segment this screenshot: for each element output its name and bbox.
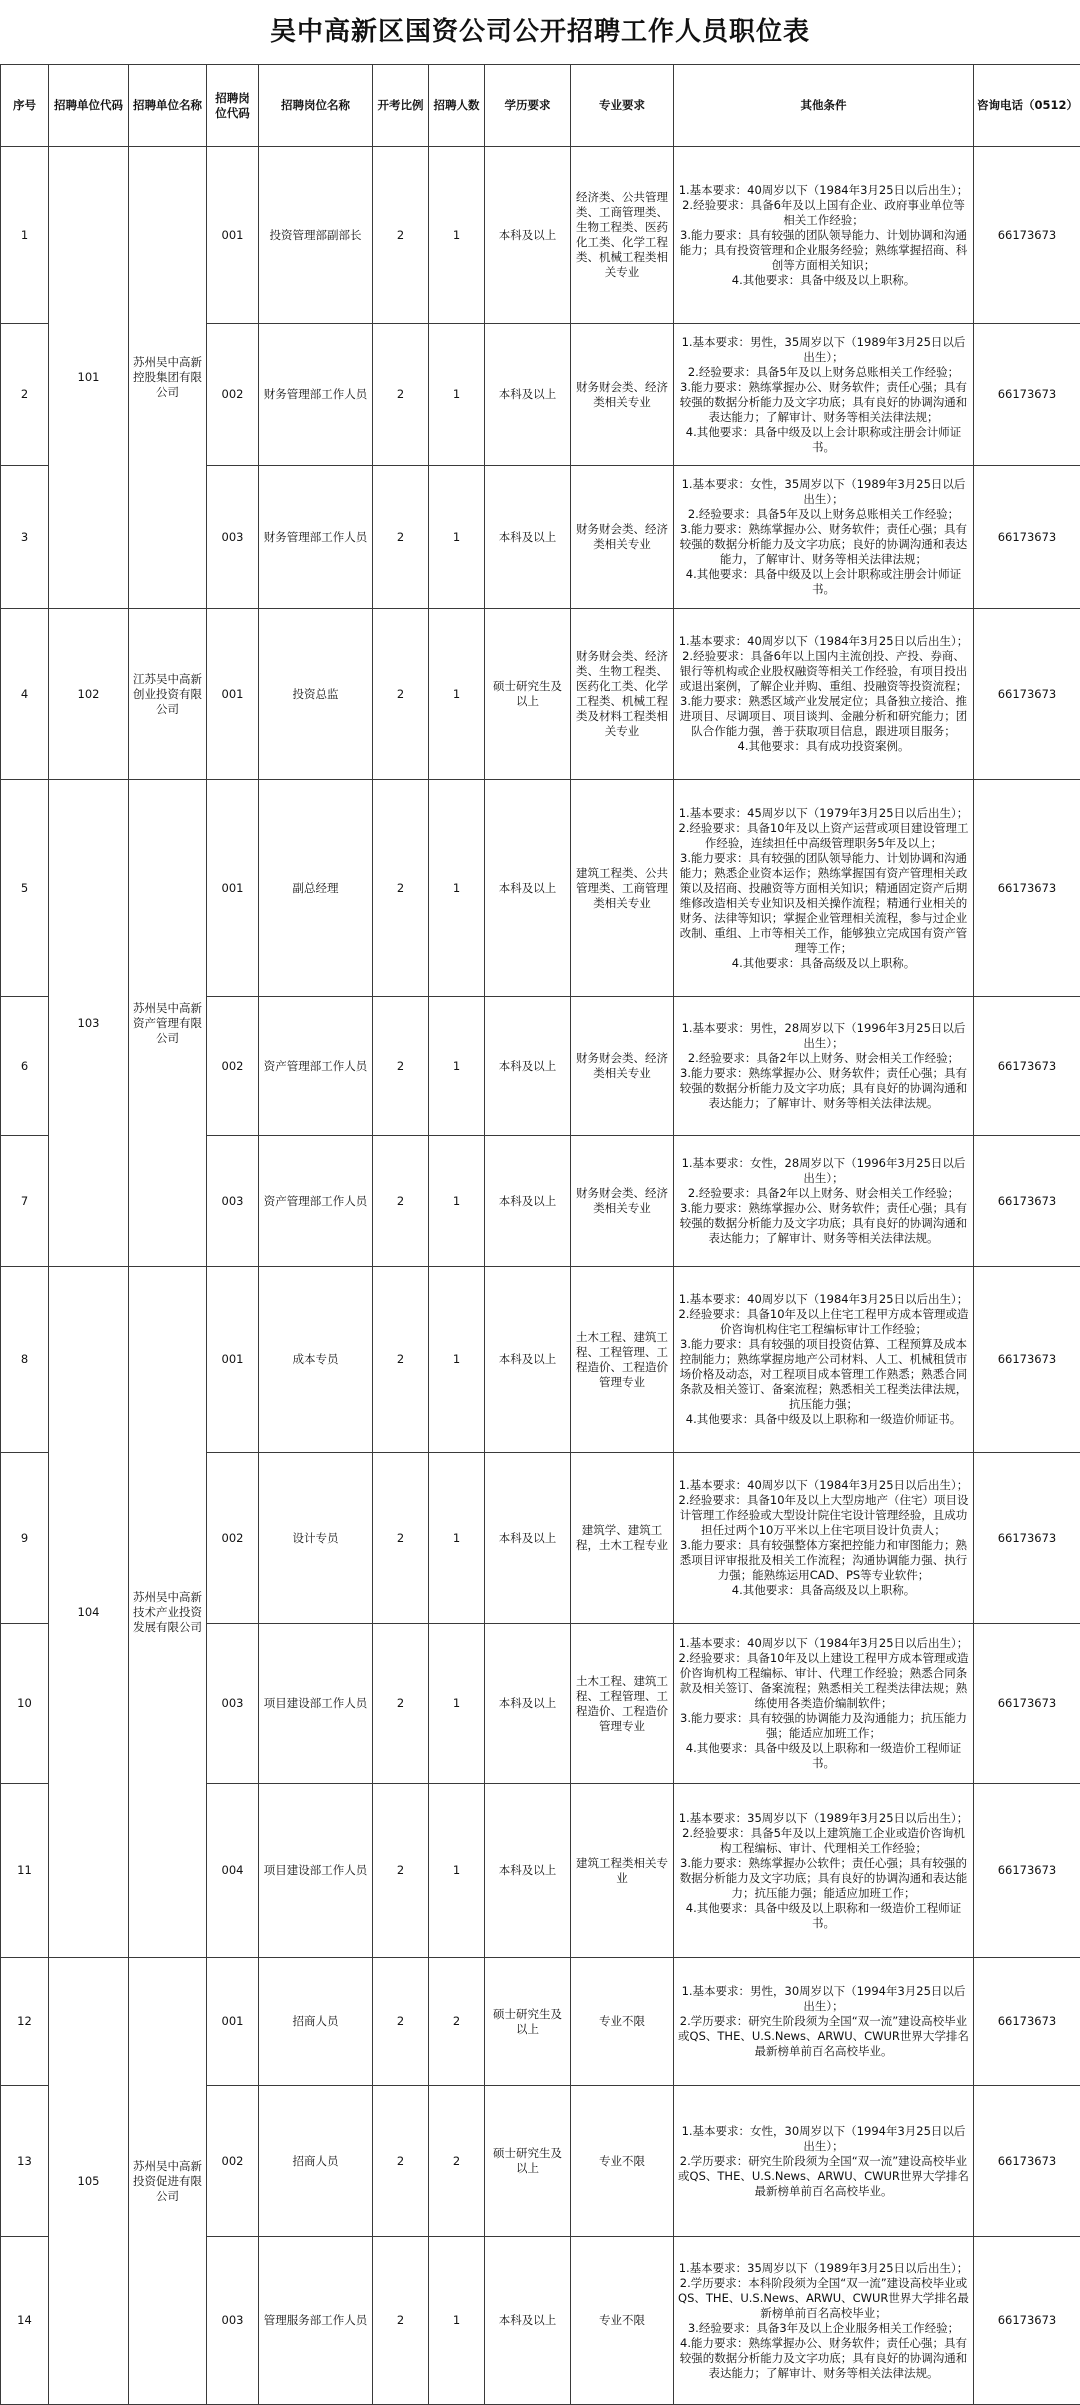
header-row bbox=[1, 65, 1080, 147]
cell-ratio: 2 bbox=[373, 997, 429, 1136]
cell-post-code: 001 bbox=[207, 147, 259, 324]
cell-phone: 66173673 bbox=[974, 609, 1080, 780]
header-major: 专业要求 bbox=[571, 65, 674, 147]
table-row bbox=[1, 1958, 1080, 2086]
cell-ratio: 2 bbox=[373, 1624, 429, 1784]
cell-phone: 66173673 bbox=[974, 324, 1080, 466]
cell-count: 1 bbox=[429, 324, 485, 466]
table-row bbox=[1, 147, 1080, 324]
cell-unit-code: 102 bbox=[49, 609, 129, 780]
cell-major: 专业不限 bbox=[571, 2237, 674, 2405]
cell-major: 财务财会类、经济类相关专业 bbox=[571, 997, 674, 1136]
cell-major: 建筑工程类、公共管理类、工商管理类相关专业 bbox=[571, 780, 674, 997]
header-unit-name: 招聘单位名称 bbox=[129, 65, 207, 147]
cell-no: 11 bbox=[1, 1784, 49, 1958]
cell-edu: 本科及以上 bbox=[485, 1624, 571, 1784]
cell-phone: 66173673 bbox=[974, 1784, 1080, 1958]
cell-phone: 66173673 bbox=[974, 1136, 1080, 1267]
cell-unit-name: 江苏吴中高新创业投资有限公司 bbox=[129, 609, 207, 780]
cell-no: 3 bbox=[1, 466, 49, 609]
cell-conditions: 1.基本要求：40周岁以下（1984年3月25日以后出生）； 2.经验要求：具备6年以上国内主流创投、产投、券商、银行等机构或企业股权融资等相关工作经验，有项目投出或退出案例，了解企业并购、重组、投融资等投资流程； 3.能力要求：熟悉区域产业发展定位；具备独立接洽、推进项目、尽调项目、项目谈判、金融分析和研究能力；团队合作能力强，善于获取项目信息，跟进项目服务； 4.其他要求：具有成功投资案例。 bbox=[674, 609, 974, 780]
cell-phone: 66173673 bbox=[974, 1267, 1080, 1453]
cell-ratio: 2 bbox=[373, 1453, 429, 1624]
cell-conditions: 1.基本要求：35周岁以下（1989年3月25日以后出生）； 2.学历要求：本科阶段须为全国“双一流”建设高校毕业或QS、THE、U.S.News、ARWU、CWUR世界大学排名最新榜单前百名高校毕业； 3.经验要求：具备3年及以上企业服务相关工作经验； 4.能力要求：熟练掌握办公、财务软件；责任心强；具有较强的数据分析能力及文字功底；具有良好的协调沟通和表达能力；了解审计、财务等相关法律法规。 bbox=[674, 2237, 974, 2405]
cell-count: 2 bbox=[429, 1958, 485, 2086]
cell-major: 专业不限 bbox=[571, 1958, 674, 2086]
cell-count: 1 bbox=[429, 1453, 485, 1624]
cell-conditions: 1.基本要求：45周岁以下（1979年3月25日以后出生）； 2.经验要求：具备10年及以上资产运营或项目建设管理工作经验，连续担任中高级管理职务5年及以上； 3.能力要求：具有较强的团队领导能力、计划协调和沟通能力；熟悉企业资本运作；熟练掌握国有资产管理相关政策以及招商、投融资等方面相关知识；精通固定资产后期维修改造相关专业知识及相关操作流程；精通行业相关的财务、法律等知识；掌握企业管理相关流程，参与过企业改制、重组、上市等相关工作，能够独立完成国有资产管理等工作； 4.其他要求：具备高级及以上职称。 bbox=[674, 780, 974, 997]
cell-count: 1 bbox=[429, 2237, 485, 2405]
cell-conditions: 1.基本要求：40周岁以下（1984年3月25日以后出生）； 2.经验要求：具备10年及以上住宅工程甲方成本管理或造价咨询机构住宅工程编标审计工作经验； 3.能力要求：具有较强的项目投资估算、工程预算及成本控制能力；熟练掌握房地产公司材料、人工、机械租赁市场价格及动态，对工程项目成本管理工作熟悉；熟悉合同条款及相关签订、备案流程；熟悉相关工程类法律法规，抗压能力强； 4.其他要求：具备中级及以上职称和一级造价师证书。 bbox=[674, 1267, 974, 1453]
cell-post-code: 002 bbox=[207, 1453, 259, 1624]
cell-count: 1 bbox=[429, 780, 485, 997]
cell-post-code: 002 bbox=[207, 997, 259, 1136]
cell-major: 财务财会类、经济类相关专业 bbox=[571, 324, 674, 466]
cell-phone: 66173673 bbox=[974, 147, 1080, 324]
cell-post-code: 004 bbox=[207, 1784, 259, 1958]
cell-count: 2 bbox=[429, 2086, 485, 2237]
cell-unit-name: 苏州吴中高新投资促进有限公司 bbox=[129, 1958, 207, 2405]
cell-count: 1 bbox=[429, 466, 485, 609]
cell-post-code: 001 bbox=[207, 780, 259, 997]
cell-major: 土木工程、建筑工程、工程管理、工程造价、工程造价管理专业 bbox=[571, 1267, 674, 1453]
cell-no: 7 bbox=[1, 1136, 49, 1267]
cell-unit-code: 103 bbox=[49, 780, 129, 1267]
header-post-name: 招聘岗位名称 bbox=[259, 65, 373, 147]
cell-conditions: 1.基本要求：40周岁以下（1984年3月25日以后出生）； 2.经验要求：具备10年及以上大型房地产（住宅）项目设计管理工作经验或大型设计院住宅设计管理经验，且成功担任过两个10万平米以上住宅项目设计负责人； 3.能力要求：具有较强整体方案把控能力和审图能力；熟悉项目评审报批及相关工作流程；沟通协调能力强、执行力强；能熟练运用CAD、PS等专业软件； 4.其他要求：具备高级及以上职称。 bbox=[674, 1453, 974, 1624]
cell-no: 14 bbox=[1, 2237, 49, 2405]
cell-post-name: 项目建设部工作人员 bbox=[259, 1624, 373, 1784]
cell-count: 1 bbox=[429, 609, 485, 780]
cell-phone: 66173673 bbox=[974, 466, 1080, 609]
cell-edu: 本科及以上 bbox=[485, 997, 571, 1136]
cell-ratio: 2 bbox=[373, 324, 429, 466]
cell-major: 建筑学、建筑工程，土木工程专业 bbox=[571, 1453, 674, 1624]
cell-unit-code: 104 bbox=[49, 1267, 129, 1958]
cell-edu: 本科及以上 bbox=[485, 1453, 571, 1624]
cell-phone: 66173673 bbox=[974, 780, 1080, 997]
cell-no: 5 bbox=[1, 780, 49, 997]
cell-ratio: 2 bbox=[373, 466, 429, 609]
cell-post-code: 003 bbox=[207, 1624, 259, 1784]
table-row bbox=[1, 1267, 1080, 1453]
cell-post-name: 财务管理部工作人员 bbox=[259, 324, 373, 466]
header-phone: 咨询电话（0512） bbox=[974, 65, 1080, 147]
cell-major: 专业不限 bbox=[571, 2086, 674, 2237]
cell-post-code: 003 bbox=[207, 466, 259, 609]
cell-post-code: 003 bbox=[207, 2237, 259, 2405]
cell-ratio: 2 bbox=[373, 2086, 429, 2237]
header-conditions: 其他条件 bbox=[674, 65, 974, 147]
header-edu: 学历要求 bbox=[485, 65, 571, 147]
cell-major: 土木工程、建筑工程、工程管理、工程造价、工程造价管理专业 bbox=[571, 1624, 674, 1784]
cell-post-name: 招商人员 bbox=[259, 2086, 373, 2237]
cell-phone: 66173673 bbox=[974, 1958, 1080, 2086]
cell-unit-name: 苏州吴中高新资产管理有限公司 bbox=[129, 780, 207, 1267]
cell-conditions: 1.基本要求：女性，30周岁以下（1994年3月25日以后出生）； 2.学历要求：研究生阶段须为全国“双一流”建设高校毕业或QS、THE、U.S.News、ARWU、CWUR世界大学排名最新榜单前百名高校毕业。 bbox=[674, 2086, 974, 2237]
cell-conditions: 1.基本要求：40周岁以下（1984年3月25日以后出生）； 2.经验要求：具备10年及以上建设工程甲方成本管理或造价咨询机构工程编标、审计、代理工作经验；熟悉合同条款及相关签订、备案流程；熟悉相关工程类法律法规；熟练使用各类造价编制软件； 3.能力要求：具有较强的协调能力及沟通能力；抗压能力强；能适应加班工作； 4.其他要求：具备中级及以上职称和一级造价工程师证书。 bbox=[674, 1624, 974, 1784]
cell-post-name: 项目建设部工作人员 bbox=[259, 1784, 373, 1958]
cell-conditions: 1.基本要求：男性，30周岁以下（1994年3月25日以后出生）； 2.学历要求：研究生阶段须为全国“双一流”建设高校毕业或QS、THE、U.S.News、ARWU、CWUR世界大学排名最新榜单前百名高校毕业。 bbox=[674, 1958, 974, 2086]
cell-post-name: 管理服务部工作人员 bbox=[259, 2237, 373, 2405]
cell-post-code: 003 bbox=[207, 1136, 259, 1267]
cell-major: 财务财会类、经济类相关专业 bbox=[571, 466, 674, 609]
cell-no: 12 bbox=[1, 1958, 49, 2086]
cell-edu: 本科及以上 bbox=[485, 147, 571, 324]
header-post-code: 招聘岗位代码 bbox=[207, 65, 259, 147]
cell-unit-name: 苏州吴中高新控股集团有限公司 bbox=[129, 147, 207, 609]
cell-edu: 本科及以上 bbox=[485, 1136, 571, 1267]
job-table bbox=[0, 64, 1080, 2405]
header-count: 招聘人数 bbox=[429, 65, 485, 147]
cell-major: 财务财会类、经济类相关专业 bbox=[571, 1136, 674, 1267]
cell-edu: 本科及以上 bbox=[485, 1267, 571, 1453]
cell-no: 9 bbox=[1, 1453, 49, 1624]
cell-ratio: 2 bbox=[373, 1267, 429, 1453]
cell-edu: 硕士研究生及以上 bbox=[485, 2086, 571, 2237]
table-row bbox=[1, 780, 1080, 997]
cell-post-name: 资产管理部工作人员 bbox=[259, 997, 373, 1136]
cell-count: 1 bbox=[429, 997, 485, 1136]
cell-conditions: 1.基本要求：40周岁以下（1984年3月25日以后出生）； 2.经验要求：具备6年及以上国有企业、政府事业单位等相关工作经验； 3.能力要求：具有较强的团队领导能力、计划协调和沟通能力；具有投资管理和企业服务经验；熟练掌握招商、科创等方面相关知识； 4.其他要求：具备中级及以上职称。 bbox=[674, 147, 974, 324]
cell-ratio: 2 bbox=[373, 780, 429, 997]
cell-phone: 66173673 bbox=[974, 1624, 1080, 1784]
cell-conditions: 1.基本要求：男性，35周岁以下（1989年3月25日以后出生）； 2.经验要求：具备5年及以上财务总账相关工作经验； 3.能力要求：熟练掌握办公、财务软件；责任心强；具有较强的数据分析能力及文字功底；具有良好的协调沟通和表达能力；了解审计、财务等相关法律法规； 4.其他要求：具备中级及以上会计职称或注册会计师证书。 bbox=[674, 324, 974, 466]
cell-no: 4 bbox=[1, 609, 49, 780]
table-row bbox=[1, 609, 1080, 780]
cell-post-code: 001 bbox=[207, 1267, 259, 1453]
cell-edu: 本科及以上 bbox=[485, 2237, 571, 2405]
cell-no: 13 bbox=[1, 2086, 49, 2237]
cell-post-name: 成本专员 bbox=[259, 1267, 373, 1453]
cell-post-code: 002 bbox=[207, 2086, 259, 2237]
cell-edu: 本科及以上 bbox=[485, 780, 571, 997]
cell-no: 8 bbox=[1, 1267, 49, 1453]
cell-ratio: 2 bbox=[373, 2237, 429, 2405]
page-title: 吴中高新区国资公司公开招聘工作人员职位表 bbox=[269, 17, 810, 47]
header-unit-code: 招聘单位代码 bbox=[49, 65, 129, 147]
cell-no: 2 bbox=[1, 324, 49, 466]
cell-major: 财务财会类、经济类、生物工程类、医药化工类、化学工程类、机械工程类及材料工程类相关专业 bbox=[571, 609, 674, 780]
cell-unit-name: 苏州吴中高新技术产业投资发展有限公司 bbox=[129, 1267, 207, 1958]
cell-edu: 本科及以上 bbox=[485, 1784, 571, 1958]
cell-edu: 本科及以上 bbox=[485, 466, 571, 609]
cell-count: 1 bbox=[429, 1267, 485, 1453]
cell-post-name: 设计专员 bbox=[259, 1453, 373, 1624]
cell-phone: 66173673 bbox=[974, 997, 1080, 1136]
cell-ratio: 2 bbox=[373, 1784, 429, 1958]
cell-unit-code: 101 bbox=[49, 147, 129, 609]
cell-post-code: 001 bbox=[207, 609, 259, 780]
cell-major: 经济类、公共管理类、工商管理类、生物工程类、医药化工类、化学工程类、机械工程类相关专业 bbox=[571, 147, 674, 324]
header-ratio: 开考比例 bbox=[373, 65, 429, 147]
cell-count: 1 bbox=[429, 147, 485, 324]
cell-ratio: 2 bbox=[373, 147, 429, 324]
cell-edu: 硕士研究生及以上 bbox=[485, 1958, 571, 2086]
cell-post-name: 投资总监 bbox=[259, 609, 373, 780]
cell-post-name: 资产管理部工作人员 bbox=[259, 1136, 373, 1267]
cell-no: 6 bbox=[1, 997, 49, 1136]
cell-post-name: 招商人员 bbox=[259, 1958, 373, 2086]
cell-no: 1 bbox=[1, 147, 49, 324]
cell-major: 建筑工程类相关专业 bbox=[571, 1784, 674, 1958]
cell-count: 1 bbox=[429, 1784, 485, 1958]
cell-phone: 66173673 bbox=[974, 1453, 1080, 1624]
cell-post-name: 副总经理 bbox=[259, 780, 373, 997]
cell-conditions: 1.基本要求：35周岁以下（1989年3月25日以后出生）； 2.经验要求：具备5年及以上建筑施工企业或造价咨询机构工程编标、审计、代理相关工作经验； 3.能力要求：熟练掌握办公软件；责任心强；具有较强的数据分析能力及文字功底；具有良好的协调沟通和表达能力；抗压能力强；能适应加班工作； 4.其他要求：具备中级及以上职称和一级造价工程师证书。 bbox=[674, 1784, 974, 1958]
cell-phone: 66173673 bbox=[974, 2237, 1080, 2405]
cell-post-name: 财务管理部工作人员 bbox=[259, 466, 373, 609]
cell-phone: 66173673 bbox=[974, 2086, 1080, 2237]
cell-edu: 硕士研究生及以上 bbox=[485, 609, 571, 780]
cell-post-code: 002 bbox=[207, 324, 259, 466]
cell-ratio: 2 bbox=[373, 1136, 429, 1267]
cell-conditions: 1.基本要求：女性，35周岁以下（1989年3月25日以后出生）； 2.经验要求：具备5年及以上财务总账相关工作经验； 3.能力要求：熟练掌握办公、财务软件；责任心强；具有较强的数据分析能力及文字功底；良好的协调沟通和表达能力，了解审计、财务等相关法律法规； 4.其他要求：具备中级及以上会计职称或注册会计师证书。 bbox=[674, 466, 974, 609]
cell-post-code: 001 bbox=[207, 1958, 259, 2086]
cell-conditions: 1.基本要求：男性，28周岁以下（1996年3月25日以后出生）； 2.经验要求：具备2年以上财务、财会相关工作经验； 3.能力要求：熟练掌握办公、财务软件；责任心强；具有较强的数据分析能力及文字功底；具有良好的协调沟通和表达能力；了解审计、财务等相关法律法规。 bbox=[674, 997, 974, 1136]
cell-post-name: 投资管理部副部长 bbox=[259, 147, 373, 324]
cell-ratio: 2 bbox=[373, 609, 429, 780]
cell-unit-code: 105 bbox=[49, 1958, 129, 2405]
cell-ratio: 2 bbox=[373, 1958, 429, 2086]
cell-edu: 本科及以上 bbox=[485, 324, 571, 466]
cell-no: 10 bbox=[1, 1624, 49, 1784]
cell-conditions: 1.基本要求：女性，28周岁以下（1996年3月25日以后出生）； 2.经验要求：具备2年以上财务、财会相关工作经验； 3.能力要求：熟练掌握办公、财务软件；责任心强；具有较强的数据分析能力及文字功底；具有良好的协调沟通和表达能力；了解审计、财务等相关法律法规。 bbox=[674, 1136, 974, 1267]
cell-count: 1 bbox=[429, 1624, 485, 1784]
header-no: 序号 bbox=[1, 65, 49, 147]
cell-count: 1 bbox=[429, 1136, 485, 1267]
